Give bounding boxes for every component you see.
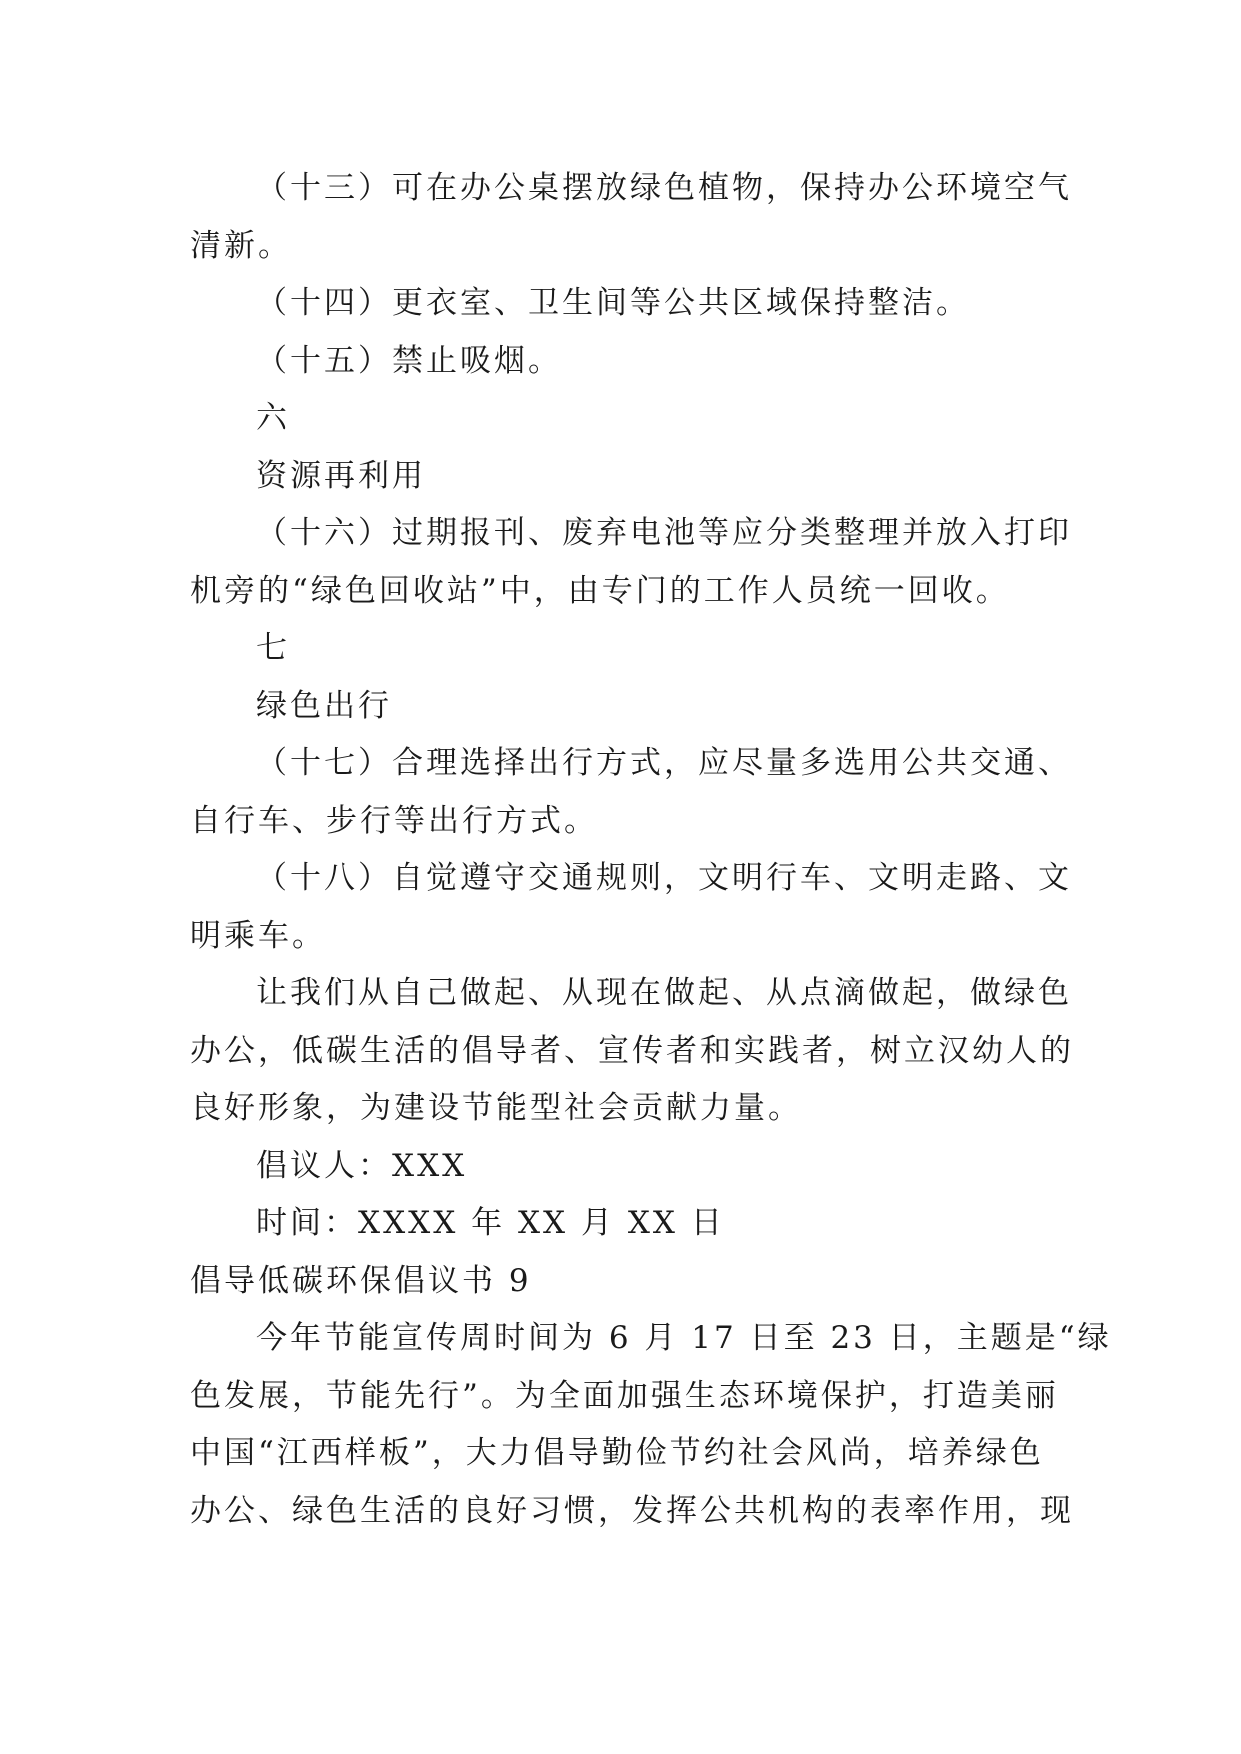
signatory-line: 倡议人：XXX (256, 1147, 468, 1184)
paragraph-line: （十五）禁止吸烟。 (256, 342, 562, 379)
paragraph-line: 今年节能宣传周时间为 6 月 17 日至 23 日，主题是“绿 (256, 1320, 1112, 1356)
date-line: 时间：XXXX 年 XX 月 XX 日 (256, 1205, 725, 1241)
section-number: 七 (256, 630, 290, 666)
paragraph-line: 机旁的“绿色回收站”中，由专门的工作人员统一回收。 (190, 572, 1010, 609)
paragraph-line: 中国“江西样板”，大力倡导勤俭节约社会风尚，培养绿色 (190, 1435, 1044, 1471)
paragraph-line: （十四）更衣室、卫生间等公共区域保持整洁。 (256, 285, 970, 321)
paragraph-line: 自行车、步行等出行方式。 (190, 802, 598, 839)
paragraph-line: 清新。 (190, 227, 292, 264)
section-heading: 资源再利用 (256, 457, 426, 494)
paragraph-line: （十八）自觉遵守交通规则，文明行车、文明走路、文 (256, 860, 1072, 896)
paragraph-line: 让我们从自己做起、从现在做起、从点滴做起，做绿色 (256, 975, 1072, 1011)
paragraph-line: 色发展，节能先行”。为全面加强生态环境保护，打造美丽 (190, 1377, 1059, 1414)
paragraph-line: 办公、绿色生活的良好习惯，发挥公共机构的表率作用，现 (190, 1492, 1074, 1529)
paragraph-line: （十三）可在办公桌摆放绿色植物，保持办公环境空气 (256, 170, 1072, 206)
section-heading: 绿色出行 (256, 687, 392, 724)
paragraph-line: 良好形象，为建设节能型社会贡献力量。 (190, 1090, 802, 1126)
paragraph-line: （十六）过期报刊、废弃电池等应分类整理并放入打印 (256, 515, 1072, 551)
paragraph-line: （十七）合理选择出行方式，应尽量多选用公共交通、 (256, 745, 1072, 781)
paragraph-line: 办公，低碳生活的倡导者、宣传者和实践者，树立汉幼人的 (190, 1032, 1074, 1069)
document-title: 倡导低碳环保倡议书 9 (190, 1262, 532, 1299)
paragraph-line: 明乘车。 (190, 917, 326, 954)
document-body (190, 160, 1112, 1540)
section-number: 六 (256, 400, 290, 436)
